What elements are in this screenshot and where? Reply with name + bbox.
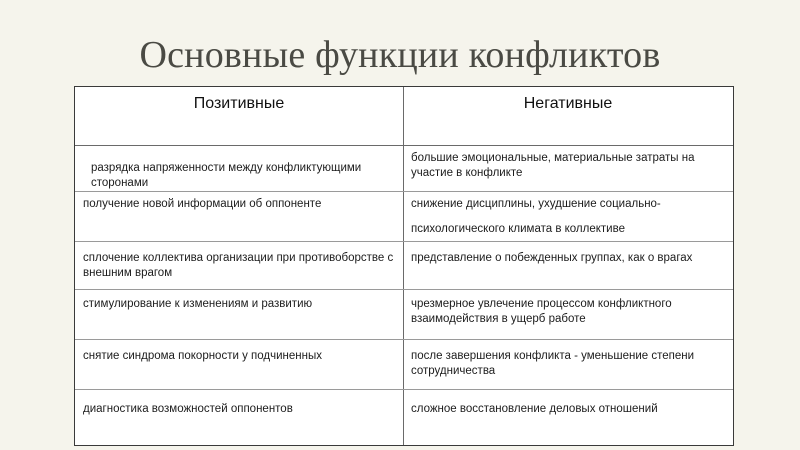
- slide-title: Основные функции конфликтов: [139, 34, 661, 76]
- negative-cell: представление о побежденных группах, как о врагах: [411, 252, 693, 264]
- positive-cell: стимулирование к изменениям и развитию: [83, 298, 313, 310]
- positive-cell: снятие синдрома покорности у подчиненных: [83, 350, 322, 362]
- table-header-row: [75, 87, 733, 146]
- negative-cell-line1: снижение дисциплины, ухудшение социально-: [411, 198, 661, 210]
- table-row: [75, 145, 733, 192]
- table-row: [75, 191, 733, 242]
- header-negative: Негативные: [523, 95, 613, 112]
- positive-cell: диагностика возможностей оппонентов: [83, 403, 293, 415]
- negative-cell: большие эмоциональные, материальные затраты на участие в конфликте: [411, 152, 695, 179]
- table-row: [75, 389, 733, 445]
- table-row: [75, 339, 733, 390]
- negative-cell: чрезмерное увлечение процессом конфликтного взаимодействия в ущерб работе: [411, 298, 672, 325]
- positive-cell: разрядка напряженности между конфликтующими сторонами: [91, 162, 362, 189]
- functions-table: [74, 86, 734, 446]
- negative-cell: после завершения конфликта - уменьшение степени сотрудничества: [411, 350, 695, 377]
- negative-cell: сложное восстановление деловых отношений: [411, 403, 658, 415]
- positive-cell: сплочение коллектива организации при противоборстве с внешним врагом: [83, 252, 394, 279]
- header-positive: Позитивные: [193, 95, 285, 112]
- positive-cell: получение новой информации об оппоненте: [83, 198, 322, 210]
- table-row: [75, 241, 733, 290]
- negative-cell-line2: психологического климата в коллективе: [411, 223, 625, 235]
- table-row: [75, 289, 733, 340]
